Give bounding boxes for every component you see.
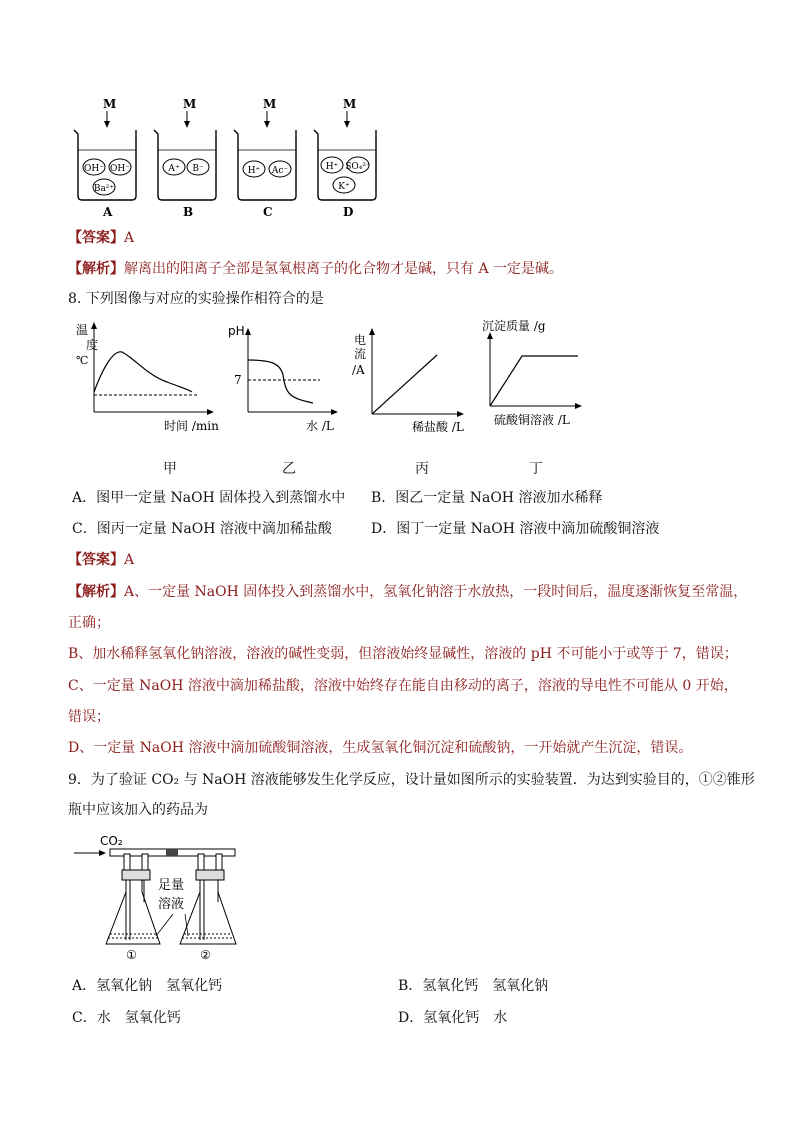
temperature-curve (94, 352, 192, 392)
svg-text:稀盐酸 /L: 稀盐酸 /L (412, 420, 464, 434)
ion-label: A⁺ (168, 164, 180, 174)
analysis-text: 解离出的阳离子全部是氢氧根离子的化合物才是碱，只有 A 一定是碱。 (124, 261, 564, 277)
graph-bing (352, 322, 472, 437)
q9-option-d: D．氢氧化钙 水 (398, 1010, 508, 1026)
svg-text:度: 度 (86, 338, 99, 352)
arrow-label: M (343, 97, 357, 111)
svg-text:沉淀质量 /g: 沉淀质量 /g (482, 319, 546, 333)
beaker-label: A (103, 205, 113, 219)
svg-text:硫酸铜溶液 /L: 硫酸铜溶液 /L (494, 413, 570, 427)
ion-label: K⁺ (338, 182, 350, 192)
beaker-b (154, 97, 216, 219)
q7-answer (68, 228, 134, 248)
beaker-label: D (343, 205, 354, 219)
current-line (372, 355, 437, 414)
graph-name-jia: 甲 (163, 461, 177, 477)
graph-name-ding: 丁 (529, 461, 543, 477)
graph-yi (228, 320, 348, 435)
svg-text:电: 电 (354, 333, 367, 347)
ion-label: H⁺ (247, 166, 261, 176)
graph-name-bing: 丙 (415, 461, 429, 477)
q7-analysis (68, 259, 563, 279)
beaker-a (74, 97, 136, 219)
ylabel: 温 (76, 323, 89, 337)
tick-7: 7 (234, 373, 242, 387)
precipitate-curve (490, 356, 578, 406)
q8-analysis-3: B、加水稀释氢氧化钠溶液，溶液的碱性变弱，但溶液始终显碱性，溶液的 pH 不可能小于或等于 7，错误； (68, 646, 738, 662)
q9-stem-2: 瓶中应该加入的药品为 (68, 802, 208, 818)
q8-stem: 8. 下列图像与对应的实验操作相符合的是 (68, 291, 324, 307)
arrow-label: M (183, 97, 197, 111)
svg-text:/A: /A (352, 363, 365, 377)
flask-2-label: ② (200, 948, 211, 962)
q8-analysis-4: C、一定量 NaOH 溶液中滴加稀盐酸，溶液中始终存在能自由移动的离子，溶液的导电性不可能从 0 开始， (68, 678, 738, 694)
xlabel: 时间 /min (164, 419, 219, 433)
graph-ding (470, 318, 590, 436)
q9-stem-1: 9．为了验证 CO₂ 与 NaOH 溶液能够发生化学反应，设计量如图所示的实验装置．为达到实验目的，①②锥形 (68, 772, 755, 788)
ion-label: OH⁻ (110, 164, 130, 174)
q8-option-d: D．图丁一定量 NaOH 溶液中滴加硫酸铜溶液 (371, 521, 660, 537)
ion-label: B⁻ (192, 164, 204, 174)
svg-text:pH: pH (228, 324, 245, 338)
beaker-d (314, 97, 376, 219)
label-sufficient: 足量 (158, 878, 185, 893)
q8-answer: 【答案】A (68, 552, 135, 568)
analysis-tag: 【解析】 (68, 261, 124, 277)
svg-text:流: 流 (354, 347, 367, 361)
beaker-c (234, 97, 296, 219)
svg-text:水 /L: 水 /L (306, 419, 334, 433)
graph-jia (72, 320, 222, 435)
arrow-label: M (103, 97, 117, 111)
svg-text:℃: ℃ (76, 354, 89, 367)
graph-name-yi: 乙 (282, 461, 296, 477)
label-solution: 溶液 (158, 897, 185, 912)
q8-analysis-2: 正确； (68, 615, 110, 631)
ion-label: Ba²⁺ (93, 184, 115, 194)
q8-analysis-5: 错误； (68, 709, 110, 725)
ion-label: H⁺ (325, 162, 339, 172)
q8-option-a: A．图甲一定量 NaOH 固体投入到蒸馏水中 (72, 490, 346, 506)
q7-beaker-figure (70, 92, 390, 222)
arrow-label: M (263, 97, 277, 111)
ph-curve (248, 360, 313, 403)
q8-option-b: B．图乙一定量 NaOH 溶液加水稀释 (371, 490, 603, 506)
gas-label: CO₂ (100, 834, 123, 848)
ion-label: Ac⁻ (271, 166, 289, 176)
ion-label: SO₄²⁻ (345, 162, 371, 172)
beaker-label: C (263, 205, 273, 219)
q9-option-a: A．氢氧化钠 氢氧化钙 (72, 978, 223, 994)
answer-value: A (124, 230, 135, 246)
answer-tag: 【答案】 (68, 230, 124, 246)
q8-option-c: C．图丙一定量 NaOH 溶液中滴加稀盐酸 (72, 521, 332, 537)
q9-option-c: C．水 氢氧化钙 (72, 1010, 181, 1026)
flask-1-label: ① (126, 948, 137, 962)
q8-analysis-1: 【解析】A、一定量 NaOH 固体投入到蒸馏水中，氢氧化钠溶于水放热，一段时间后，温度逐渐恢复至常温， (68, 584, 748, 600)
ion-label: OH⁻ (84, 164, 104, 174)
q9-option-b: B．氢氧化钙 氢氧化钠 (398, 978, 549, 994)
beaker-label: B (183, 205, 194, 219)
q9-apparatus (70, 832, 250, 962)
q8-analysis-6: D、一定量 NaOH 溶液中滴加硫酸铜溶液，生成氢氧化铜沉淀和硫酸钠，一开始就产生沉淀，错误。 (68, 740, 693, 756)
